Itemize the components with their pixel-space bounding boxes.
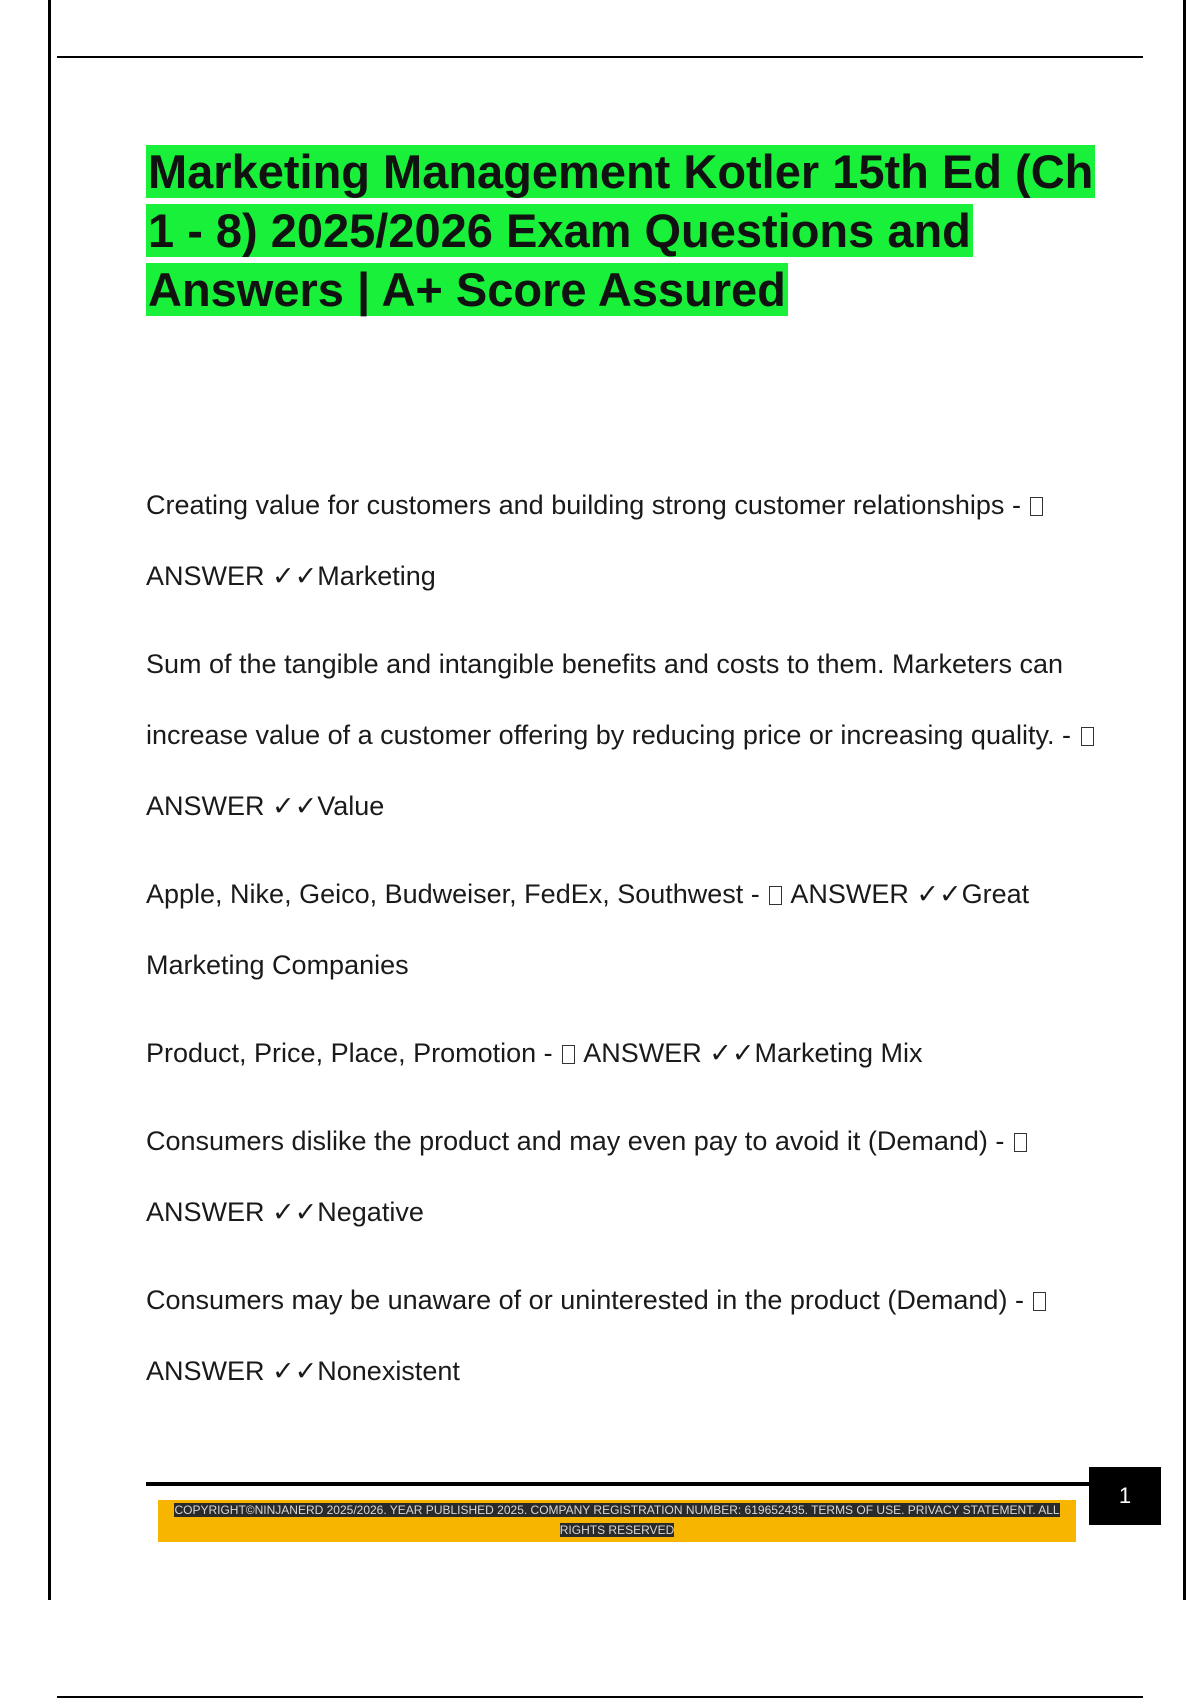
answer-text: Value	[317, 791, 385, 821]
qa-item	[146, 1106, 1096, 1248]
question-text: Apple, Nike, Geico, Budweiser, FedEx, Southwest -	[146, 879, 760, 909]
question-text: Creating value for customers and building strong customer relationships -	[146, 490, 1021, 520]
qa-item	[146, 470, 1096, 612]
answer-text: Nonexistent	[317, 1356, 460, 1386]
answer-prefix: ANSWER ✓✓	[146, 561, 318, 591]
answer-text: Marketing	[317, 561, 436, 591]
missing-glyph-icon	[769, 886, 782, 905]
answer-prefix: ANSWER ✓✓	[790, 879, 962, 909]
answer-prefix: ANSWER ✓✓	[146, 1197, 318, 1227]
qa-item	[146, 1265, 1096, 1407]
qa-item	[146, 1018, 1096, 1089]
answer-text: Great Marketing Companies	[146, 879, 1030, 980]
answer-text: Marketing Mix	[754, 1038, 923, 1068]
answer-text: Negative	[317, 1197, 424, 1227]
page-number-box	[1089, 1467, 1161, 1525]
document-title	[146, 142, 1106, 319]
page-number: 1	[1118, 1483, 1132, 1508]
question-text: Sum of the tangible and intangible benefits and costs to them. Marketers can increase value of a customer offering by reducing price or increasing quality. -	[146, 649, 1071, 750]
page-bottom-rule	[57, 1696, 1143, 1698]
qa-item	[146, 629, 1096, 842]
answer-prefix: ANSWER ✓✓	[146, 1356, 318, 1386]
copyright-band	[158, 1500, 1076, 1542]
missing-glyph-icon	[1014, 1133, 1027, 1152]
qa-list	[146, 470, 1096, 1424]
page-border-right	[1183, 0, 1186, 1600]
question-text: Product, Price, Place, Promotion -	[146, 1038, 553, 1068]
missing-glyph-icon	[562, 1045, 575, 1064]
missing-glyph-icon	[1030, 497, 1043, 516]
header-rule	[57, 56, 1143, 58]
copyright-text: COPYRIGHT©NINJANERD 2025/2026. YEAR PUBLISHED 2025. COMPANY REGISTRATION NUMBER: 619652435. TERMS OF USE. PRIVACY STATEMENT. ALL RIGHTS RESERVED	[174, 1503, 1060, 1537]
question-text: Consumers may be unaware of or uninterested in the product (Demand) -	[146, 1285, 1024, 1315]
page-border-left	[48, 0, 51, 1600]
question-text: Consumers dislike the product and may even pay to avoid it (Demand) -	[146, 1126, 1005, 1156]
answer-prefix: ANSWER ✓✓	[146, 791, 318, 821]
answer-prefix: ANSWER ✓✓	[583, 1038, 755, 1068]
document-title-text: Marketing Management Kotler 15th Ed (Ch 1 - 8) 2025/2026 Exam Questions and Answers | A+ Score Assured	[148, 145, 1094, 316]
qa-item	[146, 859, 1096, 1001]
footer-rule	[146, 1482, 1091, 1486]
missing-glyph-icon	[1033, 1292, 1046, 1311]
missing-glyph-icon	[1081, 727, 1094, 746]
